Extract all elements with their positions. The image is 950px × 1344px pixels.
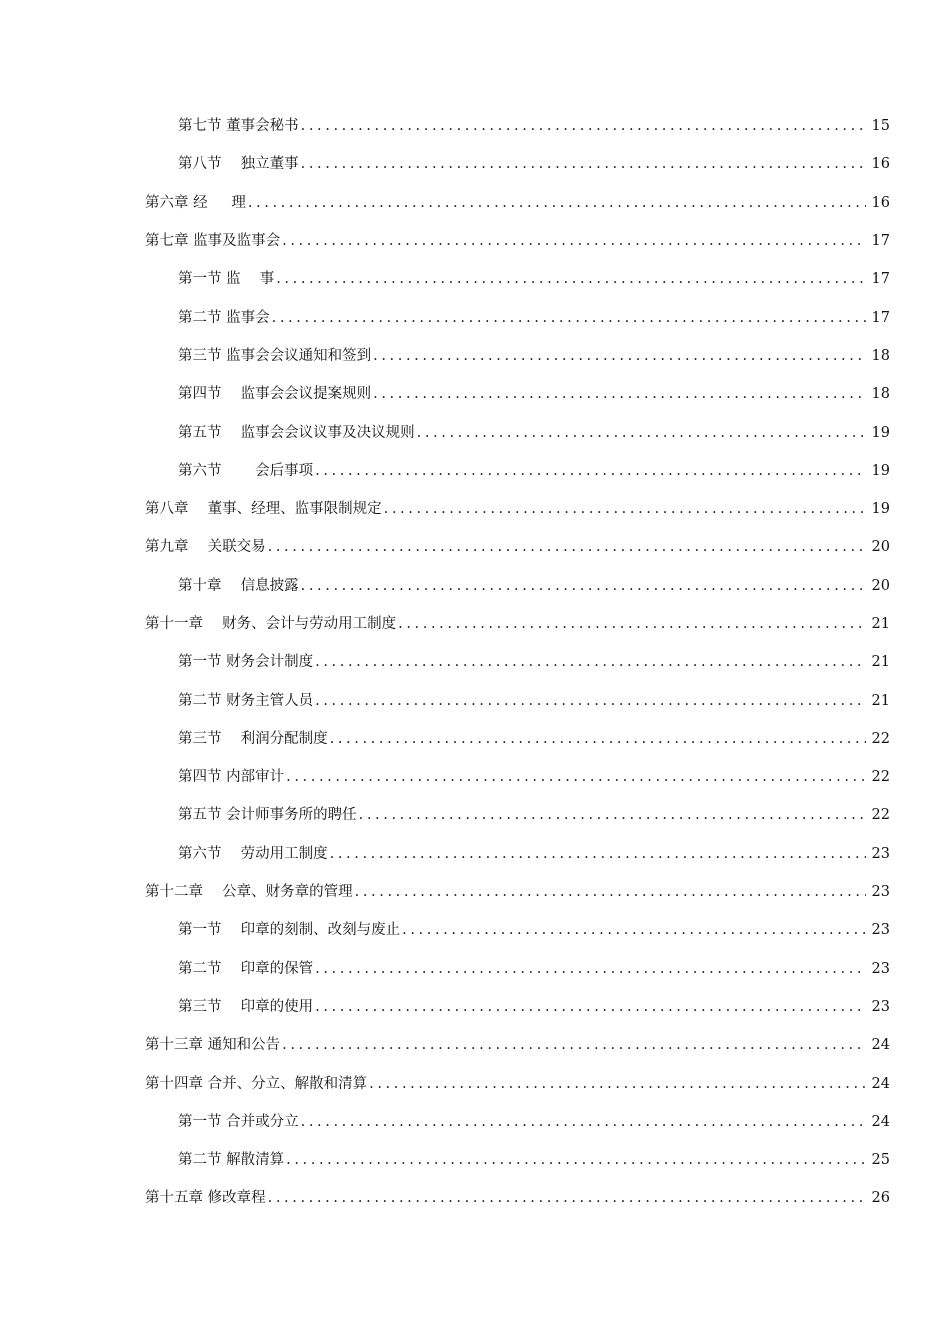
toc-dot-leader [282,231,866,251]
toc-dot-leader [286,1150,866,1170]
toc-page-number: 21 [871,654,890,671]
toc-entry[interactable] [0,1026,950,1064]
toc-entry[interactable] [0,145,950,183]
toc-entry-title: 第十四章 合并、分立、解散和清算 [145,1075,368,1092]
toc-entry-title: 第三节 印章的使用 [178,998,314,1015]
toc-entry[interactable] [0,184,950,222]
toc-page-number: 24 [871,1075,890,1092]
toc-entry-title: 第一节 财务会计制度 [178,654,314,671]
toc-entry[interactable] [0,681,950,719]
toc-page-number: 23 [871,884,890,901]
toc-entry[interactable] [0,298,950,336]
toc-entry-title: 第五节 会计师事务所的聘任 [178,807,357,824]
toc-page-number: 24 [871,1113,890,1130]
toc-dot-leader [330,729,866,749]
toc-page-number: 21 [871,692,890,709]
toc-dot-leader [268,1188,866,1208]
toc-page-number: 19 [871,462,890,479]
toc-entry[interactable] [0,643,950,681]
toc-entry[interactable] [0,1064,950,1102]
toc-entry[interactable] [0,988,950,1026]
toc-entry-title: 第一节 印章的刻制、改刻与废止 [178,922,401,939]
toc-page-number: 22 [871,769,890,786]
toc-entry-title: 第六章 经 理 [145,194,246,211]
toc-entry[interactable] [0,873,950,911]
toc-entry-title: 第一节 监 事 [178,271,275,288]
toc-entry[interactable] [0,835,950,873]
toc-page-number: 23 [871,922,890,939]
toc-page-number: 17 [871,271,890,288]
toc-dot-leader [286,767,866,787]
toc-entry-title: 第十五章 修改章程 [145,1190,266,1207]
toc-dot-leader [417,423,866,443]
toc-entry-title: 第五节 监事会会议议事及决议规则 [178,424,415,441]
toc-page-number: 23 [871,845,890,862]
toc-page-number: 18 [871,386,890,403]
toc-entry-title: 第二节 财务主管人员 [178,692,314,709]
toc-dot-leader [330,844,866,864]
toc-entry[interactable] [0,1179,950,1217]
toc-entry[interactable] [0,337,950,375]
toc-page-number: 23 [871,960,890,977]
toc-dot-leader [384,499,866,519]
toc-dot-leader [268,537,866,557]
toc-dot-leader [369,1074,866,1094]
toc-entry-title: 第十三章 通知和公告 [145,1037,281,1054]
toc-dot-leader [355,882,866,902]
toc-entry[interactable] [0,260,950,298]
toc-dot-leader [301,576,866,596]
toc-dot-leader [398,614,866,634]
toc-page-number: 19 [871,501,890,518]
toc-entry[interactable] [0,375,950,413]
toc-entry-title: 第四节 监事会会议提案规则 [178,386,372,403]
toc-entry-title: 第七章 监事及监事会 [145,233,281,250]
toc-entry[interactable] [0,1103,950,1141]
toc-dot-leader [301,1112,866,1132]
toc-entry-title: 第八节 独立董事 [178,156,299,173]
toc-page-number: 25 [871,1152,890,1169]
toc-entry-title: 第四节 内部审计 [178,769,285,786]
toc-dot-leader [359,805,866,825]
toc-entry-title: 第六节 会后事项 [178,462,314,479]
toc-dot-leader [301,116,866,136]
toc-page-number: 20 [871,539,890,556]
toc-page-number: 20 [871,577,890,594]
toc-entry[interactable] [0,413,950,451]
toc-entry[interactable] [0,452,950,490]
toc-dot-leader [402,920,866,940]
toc-page-number: 16 [871,156,890,173]
toc-dot-leader [373,384,866,404]
toc-dot-leader [301,154,866,174]
toc-page-number: 17 [871,233,890,250]
toc-entry-title: 第七节 董事会秘书 [178,118,299,135]
toc-dot-leader [315,997,866,1017]
toc-dot-leader [315,461,866,481]
toc-dot-leader [315,652,866,672]
toc-dot-leader [276,269,866,289]
toc-entry-title: 第二节 监事会 [178,309,270,326]
toc-page-number: 16 [871,194,890,211]
table-of-contents [0,107,950,1218]
toc-page-number: 24 [871,1037,890,1054]
toc-entry-title: 第三节 监事会会议通知和签到 [178,347,372,364]
toc-entry[interactable] [0,567,950,605]
toc-page-number: 26 [871,1190,890,1207]
toc-page-number: 21 [871,616,890,632]
toc-entry-title: 第十一章 财务、会计与劳动用工制度 [145,616,397,632]
toc-entry[interactable] [0,528,950,566]
toc-entry[interactable] [0,720,950,758]
toc-page-number: 22 [871,807,890,824]
toc-entry-title: 第三节 利润分配制度 [178,730,328,747]
toc-entry[interactable] [0,490,950,528]
toc-page-number: 17 [871,309,890,326]
toc-page-number: 22 [871,730,890,747]
toc-page-number: 15 [871,118,890,135]
toc-dot-leader [315,959,866,979]
toc-entry[interactable] [0,758,950,796]
toc-entry[interactable] [0,796,950,834]
toc-entry-title: 第八章 董事、经理、监事限制规定 [145,501,382,518]
toc-entry-title: 第六节 劳动用工制度 [178,845,328,862]
toc-entry[interactable] [0,950,950,988]
toc-entry-title: 第二节 解散清算 [178,1152,285,1169]
toc-entry-title: 第一节 合并或分立 [178,1113,299,1130]
toc-dot-leader [272,308,866,328]
toc-dot-leader [282,1035,866,1055]
toc-page-number: 18 [871,347,890,364]
toc-entry-title: 第二节 印章的保管 [178,960,314,977]
toc-entry-title: 第十二章 公章、财务章的管理 [145,884,353,901]
toc-entry-title: 第九章 关联交易 [145,539,266,556]
toc-entry[interactable] [0,222,950,260]
toc-entry[interactable] [0,1141,950,1179]
toc-entry[interactable] [0,911,950,949]
toc-page-number: 23 [871,998,890,1015]
toc-entry-title: 第十章 信息披露 [178,577,299,594]
toc-dot-leader [315,691,866,711]
toc-dot-leader [373,346,866,366]
toc-dot-leader [248,193,866,213]
toc-page-number: 19 [871,424,890,441]
toc-entry[interactable] [0,107,950,145]
toc-entry[interactable] [0,605,950,643]
